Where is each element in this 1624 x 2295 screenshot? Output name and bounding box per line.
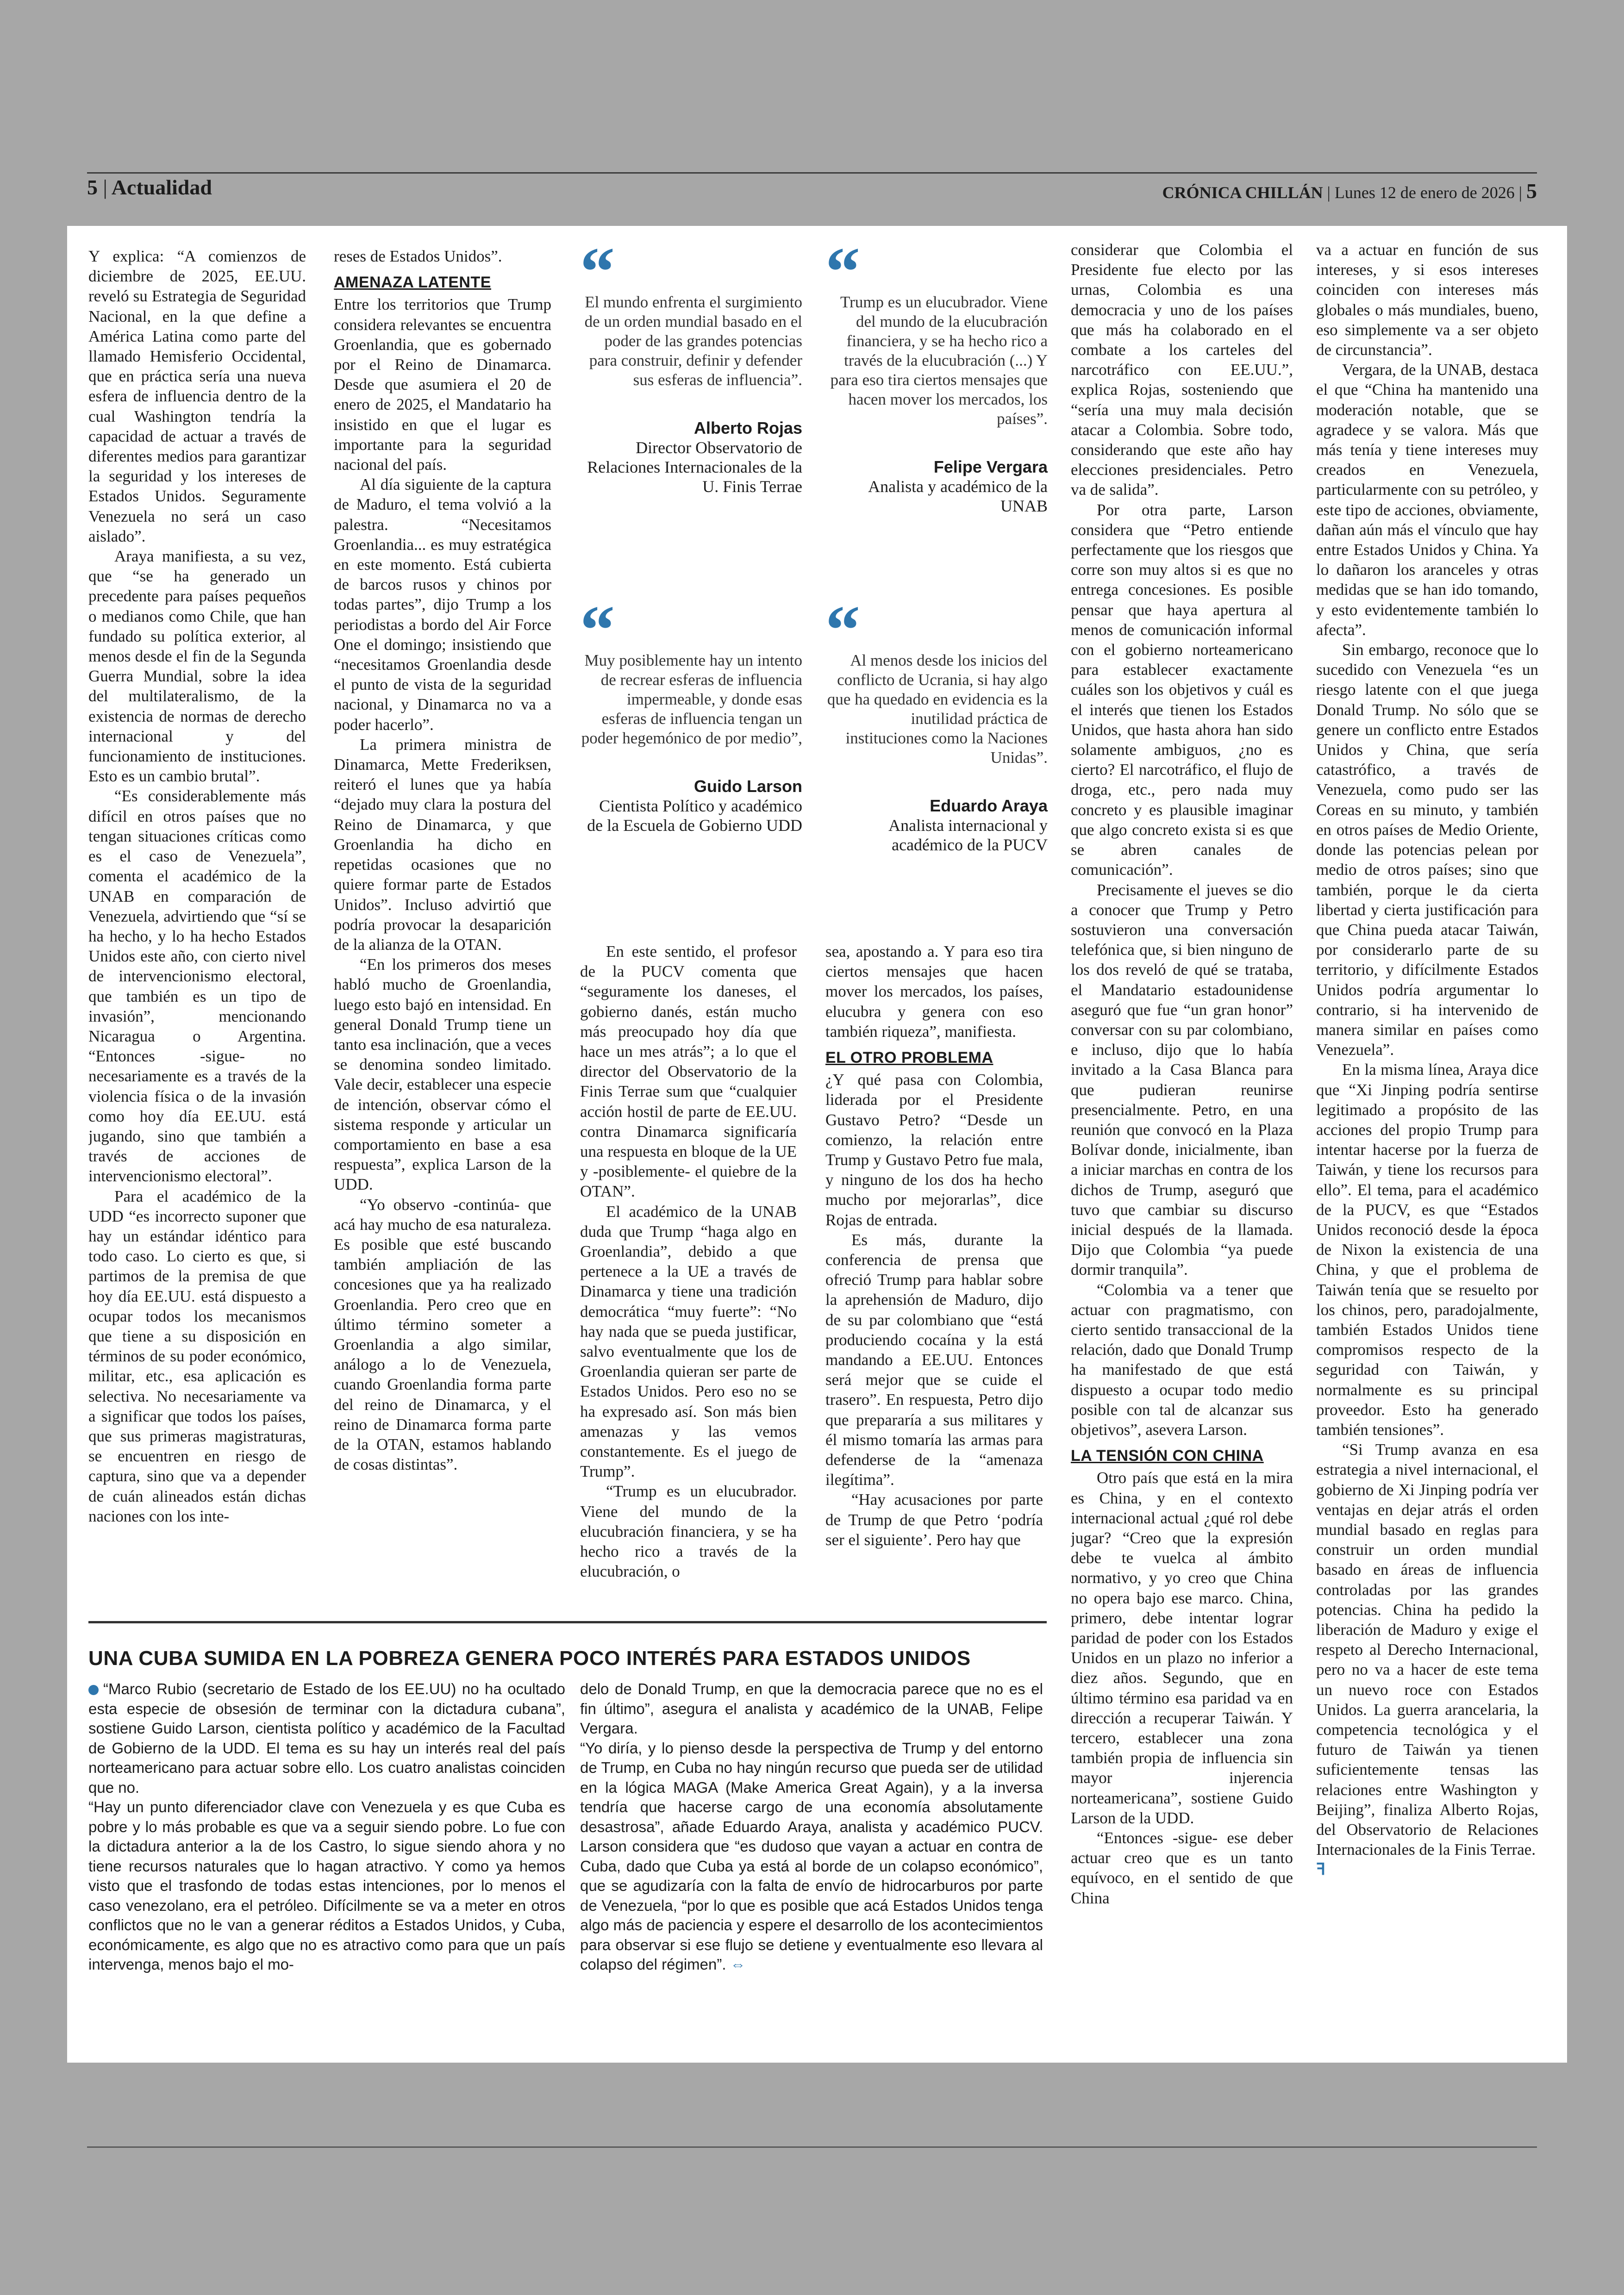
column-3: [580, 942, 797, 1617]
column-5: [1071, 240, 1293, 2045]
box-paragraph: [88, 1679, 565, 1797]
quote-text: El mundo enfrenta el surgimiento de un orden mundial basado en el poder de las grandes potencias para construir, definir y defender sus esferas de influencia”.: [584, 293, 802, 389]
paragraph: reses de Estados Unidos”.: [334, 247, 502, 265]
pull-quote-vergara: [825, 233, 1048, 516]
paragraph: Entre los territorios que Trump considera relevantes se encuentra Groenlandia, que es gobernado por el Reino de Dinamarca. Desde que asumiera el 20 de enero de 2025, el Mandatario ha insistido en que el lugar es importante para la seguridad nacional del país.: [334, 295, 551, 474]
paragraph: sea, apostando a. Y para eso tira ciertos mensajes que hacen mover los mercados, los países, elucubra y genera con eso también riqueza”, manifiesta.: [825, 942, 1043, 1041]
box-paragraph: “Hay un punto diferenciador clave con Venezuela y es que Cuba es pobre y lo más probable es que va a seguir siendo pobre. Lo fue con la dictadura anterior a la de los Castro, lo sigue siendo ahora y no tiene recursos naturales que lo hagan atractivo. Y como ya hemos visto que el trasfondo de todas estas intenciones, por lo menos el caso venezolano, era el petróleo. Difícilmente se va a meter en otros conflictos que no le van a generar réditos a Estados Unidos, y Cuba, económicamente, es algo que no es atractivo como para que un país intervenga, menos bajo el mo-: [88, 1798, 565, 1973]
quote-author-role: Analista internacional y académico de la PUCV: [888, 816, 1048, 854]
pull-quote-rojas: [580, 233, 802, 496]
quote-author: Guido Larson: [694, 777, 802, 796]
header-right-separator: |: [1327, 183, 1330, 202]
paragraph: Es más, durante la conferencia de prensa que ofreció Trump para hablar sobre la aprehensión de Maduro, dijo de su par colombiano que “está produciendo cocaína y la está mandando a EE.UU. Entonces será mejor que se cuide el trasero”. En respuesta, Petro dijo que prepararía a sus militares y él mismo tomaría las armas para defenderse de la “amenaza ilegítima”.: [825, 1230, 1043, 1489]
box-paragraph: [580, 1739, 1043, 1975]
quote-author: Eduardo Araya: [930, 796, 1048, 815]
paragraph: “Si Trump avanza en esa estrategia a nivel internacional, el gobierno de Xi Jinping podría ver ventajas en dejar atrás el orden mundial basado en reglas para construir un orden mundial basado en áreas de influencia controladas por las grandes potencias. China ha pedido la liberación de Maduro y exige el respeto al Derecho Internacional, pero no va a hacer de este tema un nuevo roce con Estados Unidos. La guerra arancelaria, la competencia tecnológica y el futuro de Taiwán ya tienen suficientemente tensas las relaciones entre Washington y Beijing”, finaliza Alberto Rojas, del Observatorio de Relaciones Internacionales de la Finis Terrae.: [1316, 1441, 1538, 1859]
quote-author-role: Director Observatorio de Relaciones Internacionales de la U. Finis Terrae: [587, 438, 802, 496]
issue-date: Lunes 12 de enero de 2026: [1334, 183, 1515, 202]
paragraph: Araya manifiesta, a su vez, que “se ha generado un precedente para países pequeños o medianos como Chile, que han fundado su política exterior, al menos desde el fin de la Segunda Guerra Mundial, sobre la idea del multilateralismo, de la existencia de normas de derecho internacional y del funcionamiento de instituciones. Esto es un cambio brutal”.: [88, 547, 306, 786]
quote-mark-icon: “: [580, 592, 615, 668]
paragraph: Por otra parte, Larson considera que “Petro entiende perfectamente que los riesgos que corre son muy altos si es que no entrega concesiones. Es posible pensar que haya apertura al menos de comunicación informal con el gobierno norteamericano para establecer exactamente cuáles son los objetivos y cuál es el interés que tienen los Estados Unidos, que hasta ahora han sido solamente ambiguos, ¿no es cierto? El narcotráfico, el flujo de droga, etc., pero nada muy concreto y es plausible imaginar que algo concreto exista si es que se abren canales de comunicación”.: [1071, 500, 1293, 879]
box-title: UNA CUBA SUMIDA EN LA POBREZA GENERA POCO INTERÉS PARA ESTADOS UNIDOS: [88, 1647, 971, 1670]
quote-mark-icon: “: [825, 592, 860, 668]
box-paragraph: delo de Donald Trump, en que la democracia parece que no es el fin último”, asegura el analista y académico de la UNAB, Felipe Vergara.: [580, 1680, 1043, 1737]
article-page: [67, 226, 1567, 2063]
paragraph: va a actuar en función de sus intereses, y si esos intereses coinciden con intereses más globales o más mundiales, bueno, eso simplemente va a ser objeto de circunstancia”.: [1316, 241, 1538, 359]
paragraph: considerar que Colombia el Presidente fue electo por las urnas, Colombia es una democracia y uno de los países que más ha colaborado en el combate a los carteles del narcotráfico con EE.UU.”, explica Rojas, sosteniendo que “sería una muy mala decisión atacar a Colombia. Sobre todo, considerando que este año hay elecciones presidenciales. Petro va de salida”.: [1071, 241, 1293, 499]
quote-text: Muy posiblemente hay un intento de recrear esferas de influencia impermeable, y donde esas esferas de influencia tengan un poder hegemónico de por medio”,: [581, 651, 802, 747]
header-top-rule: [87, 172, 1537, 174]
header-right: [1162, 179, 1537, 203]
quote-author-role: Analista y académico de la UNAB: [868, 477, 1048, 515]
column-1: [88, 246, 306, 1616]
paragraph: “Trump es un elucubrador. Viene del mundo de la elucubración financiera, y se ha hecho rico a través de la elucubración, o: [580, 1482, 797, 1581]
pull-quote-araya: [825, 592, 1048, 854]
paragraph: Precisamente el jueves se dio a conocer que Trump y Petro sostuvieron una conversación telefónica que, si bien ninguno de los dos reveló de qué se trataba, el Mandatario estadounidense aseguró que fue “un gran honor” conversar con su par colombiano, e incluso, dijo que lo había invitado a la Casa Blanca para que pudieran reunirse presencialmente. Petro, en una reunión que convocó en la Plaza Bolívar donde, inicialmente, iban a iniciar marchas en contra de los dichos de Trump, aseguró que tuvo que cambiar su discurso inicial después de la llamada. Dijo que Colombia “ya puede dormir tranquila”.: [1071, 880, 1293, 1279]
paragraph: Y explica: “A comienzos de diciembre de 2025, EE.UU. reveló su Estrategia de Seguridad Nacional, en la que define a América Latina como parte del llamado Hemisferio Occidental, que en práctica sería una nueva esfera de influencia dentro de la cual Washington tendría la capacidad de actuar a través de diferentes medios para garantizar la seguridad y los intereses de Estados Unidos. Seguramente Venezuela no será un caso aislado”.: [88, 247, 306, 545]
header-right-separator-2: |: [1518, 183, 1522, 202]
paragraph: El académico de la UNAB duda que Trump “haga algo en Groenlandia”, debido a que pertenece a la UE a través de Dinamarca y tiene una tradición democrática “muy fuerte”: “No hay nada que se pueda justificar, salvo eventualmente que los de Groenlandia quieran ser parte de Estados Unidos. Pero eso no se ha expresado así. Son más bien amenazas y las vemos constantemente. Es el juego de Trump”.: [580, 1202, 797, 1481]
column-6: [1316, 240, 1538, 2045]
column-2: [334, 246, 551, 1616]
subheading-el-otro-problema: EL OTRO PROBLEMA: [825, 1049, 993, 1067]
paragraph: “Es considerablemente más difícil en otros países que no tengan situaciones críticas como es el caso de Venezuela”, comenta el académico de la UNAB en comparación de Venezuela, advirtiendo que “sí se ha hecho, y lo ha hecho Estados Unidos este año, con cierto nivel de intervencionismo electoral, que también es un tipo de invasión”, mencionando Nicaragua o Argentina. “Entonces -sigue- no necesariamente es a través de la violencia física o de la invasión como hoy día EE.UU. está jugando, sino que también a través de acciones de intervencionismo electoral”.: [88, 787, 306, 1185]
box-top-rule: [88, 1621, 1047, 1623]
paragraph: “Colombia va a tener que actuar con pragmatismo, con cierto sentido transaccional de la relación, dado que Donald Trump ha manifestado de que está dispuesto a ocupar todo medio posible con tal de alcanzar sus objetivos”, asevera Larson.: [1071, 1280, 1293, 1439]
quote-author: Alberto Rojas: [693, 418, 802, 437]
page-number-right: 5: [1526, 179, 1537, 203]
quote-author: Felipe Vergara: [933, 457, 1048, 476]
quote-text: Al menos desde los inicios del conflicto de Ucrania, si hay algo que ha quedado en evidencia es la inutilidad práctica de instituciones como la Naciones Unidas”.: [827, 651, 1048, 767]
quote-author-role: Cientista Político y académico de la Escuela de Gobierno UDD: [587, 797, 802, 835]
publication-name: CRÓNICA CHILLÁN: [1162, 183, 1323, 202]
subheading-la-tension-con-china: LA TENSIÓN CON CHINA: [1071, 1447, 1264, 1465]
page-number-left: 5: [87, 175, 98, 199]
header-left: [87, 175, 212, 200]
bullet-dot-icon: [88, 1685, 99, 1695]
quote-mark-icon: “: [580, 233, 615, 310]
column-4: [825, 942, 1043, 1617]
paragraph: “En los primeros dos meses habló mucho de Groenlandia, luego esto bajó en intensidad. En general Donald Trump tiene un tanto esa inclinación, que a veces se denomina sondeo limitado. Vale decir, establecer una especie de intención, observar cómo el sistema responde y articular un comportamiento en base a esa respuesta”, explica Larson de la UDD.: [334, 955, 551, 1194]
box-column-left: [88, 1679, 565, 2059]
paragraph: Otro país que está en la mira es China, y en el contexto internacional actual ¿qué rol debe jugar? “Creo que la expresión debe te vuelca al ámbito normativo, y yo creo que China no opera bajo ese marco. China, primero, debe intentar lograr paridad de poder con los Estados Unidos en un plazo no inferior a diez años. Segundo, que en último término esa paridad va en dirección a recuperar Taiwán. Y tercero, establecer una zona también propia de influencia sin mayor injerencia norteamericana”, sostiene Guido Larson de la UDD.: [1071, 1469, 1293, 1827]
paragraph: “Entonces -sigue- ese deber actuar creo que es un tanto equívoco, en el sentido de que China: [1071, 1829, 1293, 1907]
paragraph: “Hay acusaciones por parte de Trump de que Petro ‘podría ser el siguiente’. Pero hay que: [825, 1491, 1043, 1549]
paragraph: En la misma línea, Araya dice que “Xi Jinping podría sentirse legitimado a propósito de las acciones del propio Trump para intentar hacerse por la fuerza de Taiwán, y tiene los recursos para ello”. El tema, para el académico de la PUCV, es que “Estados Unidos reconoció desde la época de Nixon la existencia de una China, y que el problema de Taiwán tenía que se resuelto por los chinos, pero, paradojalmente, también Estados Unidos tiene compromisos respecto de la seguridad con Taiwán, y normalmente es su principal proveedor. Esto ha generado también tensiones”.: [1316, 1060, 1538, 1439]
paragraph: Vergara, de la UNAB, destaca el que “China ha mantenido una moderación notable, que se agradece y se valora. Más que más tenía y tiene intereses muy creados en Venezuela, particularmente con su petróleo, y este tipo de acciones, obviamente, dañan aún más el vínculo que hay entre Estados Unidos y China. Ya lo dañaron los aranceles y otras medidas que se han ido tomando, y esto evidentemente también lo afecta”.: [1316, 361, 1538, 639]
continue-arrow-icon: ⇔: [730, 1956, 746, 1973]
page-header: [87, 175, 1537, 201]
box-paragraph-text: “Yo diría, y lo pienso desde la perspectiva de Trump y del entorno de Trump, en Cuba no hay ningún recurso que pueda ser de utilidad en la lógica MAGA (Make America Great Again), y a la inversa tendría que hacerse cargo de una economía absolutamente desastrosa”, añade Eduardo Araya, analista y académico PUCV. Larson considera que “es dudoso que vayan a actuar en contra de Cuba, dado que Cuba ya está al borde de un colapso económico”, que se agudizaría con la falta de envío de hidrocarburos por parte de Venezuela, “por lo que es posible que acá Estados Unidos tenga algo más de paciencia y espere el desarrollo de los acontecimientos para observar si ese flujo se detiene y eventualmente eso llevara al colapso del régimen”.: [580, 1739, 1043, 1973]
paragraph: En este sentido, el profesor de la PUCV comenta que “seguramente los daneses, el gobierno danés, están mucho más preocupado hoy día que hace un mes atrás”; a lo que el director del Observatorio de la Finis Terrae sum que “cualquier acción hostil de parte de EE.UU. contra Dinamarca significaría una respuesta en bloque de la UE y -posiblemente- el quiebre de la OTAN”.: [580, 942, 797, 1201]
paragraph: ¿Y qué pasa con Colombia, liderada por el Presidente Gustavo Petro? “Desde un comienzo, la relación entre Trump y Gustavo Petro fue mala, y ninguno de los dos ha hecho mucho por mejorarlas”, dice Rojas de entrada.: [825, 1071, 1043, 1229]
end-of-article-icon: ꟻ: [1316, 1860, 1326, 1879]
paragraph: Al día siguiente de la captura de Maduro, el tema volvió a la palestra. “Necesitamos Groenlandia... es muy estratégica en este momento. Está cubierta de barcos rusos y chinos por todas partes”, dijo Trump a los periodistas a bordo del Air Force One el domingo; insistiendo que “necesitamos Groenlandia desde el punto de vista de la seguridad nacional, y Dinamarca no va a poder hacerlo”.: [334, 475, 551, 734]
subheading-amenaza-latente: AMENAZA LATENTE: [334, 274, 491, 292]
quote-text: Trump es un elucubrador. Viene del mundo de la elucubración financiera, y se ha hecho rico a través de la elucubración (...) Y para eso tira ciertos mensajes que hacen mover los mercados, los países”.: [830, 293, 1048, 428]
box-paragraph-text: “Marco Rubio (secretario de Estado de los EE.UU) no ha ocultado esta especie de obsesión de terminar con la dictadura cubana”, sostiene Guido Larson, cientista político y académico de la Facultad de Gobierno de la UDD. El tema es su hay un interés real del país norteamericano para actuar sobre ello. Los cuatro analistas coinciden que no.: [88, 1680, 565, 1796]
paragraph: Sin embargo, reconoce que lo sucedido con Venezuela “es un riesgo latente con el que juega Donald Trump. No sólo que se genere un conflicto entre Estados Unidos y China, que sería catastrófico, a través de Venezuela, como pudo ser las Coreas en su minuto, y también en otros países de Medio Oriente, donde las potencias pelean por medio de otros países; sino que también, porque le da cierta libertad y cierta justificación para que China pueda atacar Taiwán, por considerarlo parte de su territorio, y difícilmente Estados Unidos podría argumentar lo contrario, si ha intervenido de manera similar en países como Venezuela”.: [1316, 641, 1538, 1059]
header-separator: |: [103, 175, 107, 199]
paragraph: “Yo observo -continúa- que acá hay mucho de esa naturaleza. Es posible que esté buscando también ampliación de las concesiones que ya ha realizado Groenlandia. Pero creo que en último término someter a Groenlandia a algo similar, análogo a lo de Venezuela, cuando Groenlandia forma parte del reino de Dinamarca, y el reino de Dinamarca forma parte de la OTAN, estamos hablando de cosas distintas”.: [334, 1195, 551, 1474]
pull-quote-larson: [580, 592, 802, 835]
box-column-right: [580, 1679, 1043, 2059]
paragraph: La primera ministra de Dinamarca, Mette Frederiksen, reiteró el lunes que ya había “dejado muy clara la postura del Reino de Dinamarca, y que Groenlandia ha dicho en repetidas ocasiones que no quiere formar parte de Estados Unidos”. Incluso advirtió que podría provocar la desaparición de la alianza de la OTAN.: [334, 735, 551, 954]
section-title: Actualidad: [111, 175, 212, 199]
paragraph: Para el académico de la UDD “es incorrecto suponer que hay un estándar idéntico para todo caso. Lo cierto es que, si partimos de la premisa de que hoy día EE.UU. está dispuesto a ocupar todos los mecanismos que tiene a su disposición en términos de su poder económico, militar, etc., esa aplicación es selectiva. No necesariamente va a significar que todos los países, que sus primeras magistraturas, se encuentren en riesgo de captura, sino que va a depender de cuán alineados están dichas naciones con los inte-: [88, 1187, 306, 1525]
footer-rule: [87, 2146, 1537, 2148]
quote-mark-icon: “: [825, 233, 860, 310]
